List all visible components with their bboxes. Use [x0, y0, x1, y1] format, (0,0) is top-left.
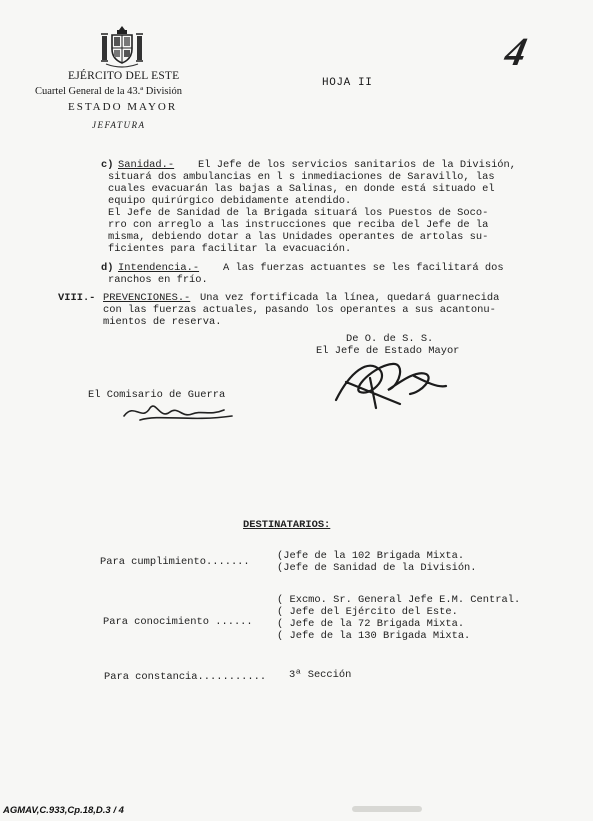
section-d-line: A las fuerzas actuantes se les facilitará dos: [223, 262, 504, 274]
distribution-entry: (Jefe de Sanidad de la División.: [277, 562, 477, 574]
distribution-label: Para conocimiento ......: [103, 616, 253, 628]
staff-heading: ESTADO MAYOR: [68, 101, 178, 113]
section-viii-line: mientos de reserva.: [103, 316, 222, 328]
section-c-line: misma, debiendo dotar a las Unidades operantes de artolas su-: [108, 231, 489, 243]
section-c-line: El Jefe de los servicios sanitarios de la División,: [198, 159, 517, 171]
distribution-entry: ( Jefe de la 130 Brigada Mixta.: [277, 630, 471, 642]
section-viii-line: con las fuerzas actuales, pasando los operantes a sus acantonu-: [103, 304, 496, 316]
section-c-line: equipo quirúrgico debidamente atendido.: [108, 195, 352, 207]
sheet-number: HOJA II: [322, 77, 373, 89]
distribution-label: Para cumplimiento.......: [100, 556, 250, 568]
distribution-entry: ( Jefe del Ejército del Este.: [277, 606, 458, 618]
section-viii-label: VIII.-: [58, 292, 96, 304]
distribution-label: Para constancia...........: [104, 671, 267, 683]
chief-of-staff-signature: [330, 352, 450, 410]
section-c-label: c): [101, 159, 114, 171]
distribution-entry: (Jefe de la 102 Brigada Mixta.: [277, 550, 465, 562]
distribution-entry: ( Excmo. Sr. General Jefe E.M. Central.: [277, 594, 521, 606]
archive-reference: AGMAV,C.933,Cp.18,D.3 / 4: [3, 805, 124, 816]
section-c-line: rro con arreglo a las instrucciones que reciba del Jefe de la: [108, 219, 489, 231]
office-heading: JEFATURA: [92, 120, 146, 130]
scan-smudge: [352, 806, 422, 812]
section-viii-title: PREVENCIONES.-: [103, 292, 191, 304]
handwritten-page-number: 4: [501, 29, 531, 74]
commissar-signature: [120, 396, 240, 426]
distribution-title: DESTINATARIOS:: [243, 519, 331, 531]
section-viii-line: Una vez fortificada la línea, quedará guarnecida: [200, 292, 500, 304]
hq-heading: Cuartel General de la 43.ª División: [35, 86, 182, 97]
section-c-line: ficientes para facilitar la evacuación.: [108, 243, 352, 255]
section-d-title: Intendencia.-: [118, 262, 200, 274]
army-heading: EJÉRCITO DEL ESTE: [68, 70, 180, 82]
distribution-entry: 3ª Sección: [289, 669, 352, 681]
distribution-entry: ( Jefe de la 72 Brigada Mixta.: [277, 618, 465, 630]
section-c-line: cuales evacuarán las bajas a Salinas, en donde está situado el: [108, 183, 495, 195]
chief-of-staff-title: El Jefe de Estado Mayor: [316, 345, 460, 357]
section-c-line: situará dos ambulancias en l s inmediaciones de Saravillo, las: [108, 171, 495, 183]
section-d-label: d): [101, 262, 114, 274]
commissar-title: El Comisario de Guerra: [88, 389, 226, 401]
order-line: De O. de S. S.: [346, 333, 434, 345]
section-c-title: Sanidad.-: [118, 159, 175, 171]
coat-of-arms-seal-icon: [98, 24, 146, 68]
section-c-line: El Jefe de Sanidad de la Brigada situará los Puestos de Soco-: [108, 207, 489, 219]
section-d-line: ranchos en frío.: [108, 274, 208, 286]
